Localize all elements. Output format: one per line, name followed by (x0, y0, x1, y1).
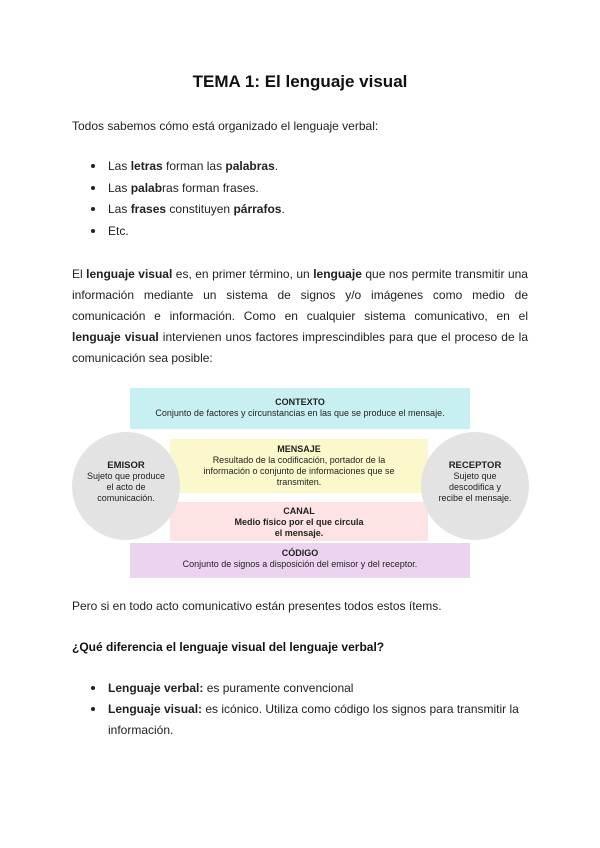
communication-diagram (70, 388, 530, 580)
list-item: Las palabras forman frases. (72, 178, 285, 200)
emisor-circle (72, 432, 180, 540)
codigo-band (130, 543, 470, 578)
emisor-title: EMISOR (107, 460, 145, 471)
canal-text: Medio físico por el que circula el mensaje. (234, 517, 364, 538)
contexto-title: CONTEXTO (275, 397, 325, 407)
page-title: TEMA 1: El lenguaje visual (192, 72, 408, 91)
canal-band (170, 502, 428, 541)
intro-paragraph: Todos sabemos cómo está organizado el lenguaje verbal: (72, 119, 379, 133)
codigo-title: CÓDIGO (281, 548, 319, 558)
list-item: Lenguaje visual: es icónico. Utiliza como código los signos para transmitir la información. (72, 699, 528, 741)
list-item: Las letras forman las palabras. (72, 156, 285, 178)
receptor-text: Sujeto que descodifica y recibe el mensaje. (438, 471, 512, 503)
definition-paragraph: El lenguaje visual es, en primer término, un lenguaje que nos permite transmitir una información mediante un sistema de signos y/o imágenes como medio de comunicación e información. Como en cualquier sistema comunicativo, en el lenguaje visual intervienen unos factores imprescindibles para que el proceso de la comunicación sea posible: (72, 267, 528, 365)
difference-list (72, 678, 528, 741)
receptor-title: RECEPTOR (448, 460, 502, 471)
list-item: Lenguaje verbal: es puramente convencional (72, 678, 528, 699)
verbal-language-list (72, 156, 285, 242)
receptor-circle (421, 432, 529, 540)
list-item: Las frases constituyen párrafos. (72, 199, 285, 221)
codigo-text: Conjunto de signos a disposición del emisor y del receptor. (182, 559, 418, 569)
list-item: Etc. (72, 221, 285, 243)
after-diagram-paragraph: Pero si en todo acto comunicativo están presentes todos estos ítems. (72, 599, 442, 613)
mensaje-title: MENSAJE (277, 444, 321, 454)
contexto-text: Conjunto de factores y circunstancias en las que se produce el mensaje. (155, 408, 445, 418)
mensaje-text: Resultado de la codificación, portador de la información o conjunto de informaciones que se transmiten. (203, 455, 395, 487)
mensaje-band (170, 439, 428, 493)
contexto-band (130, 388, 470, 429)
canal-title: CANAL (283, 506, 315, 516)
question-heading: ¿Qué diferencia el lenguaje visual del lenguaje verbal? (72, 640, 385, 654)
emisor-text: Sujeto que produce el acto de comunicación. (86, 471, 166, 503)
